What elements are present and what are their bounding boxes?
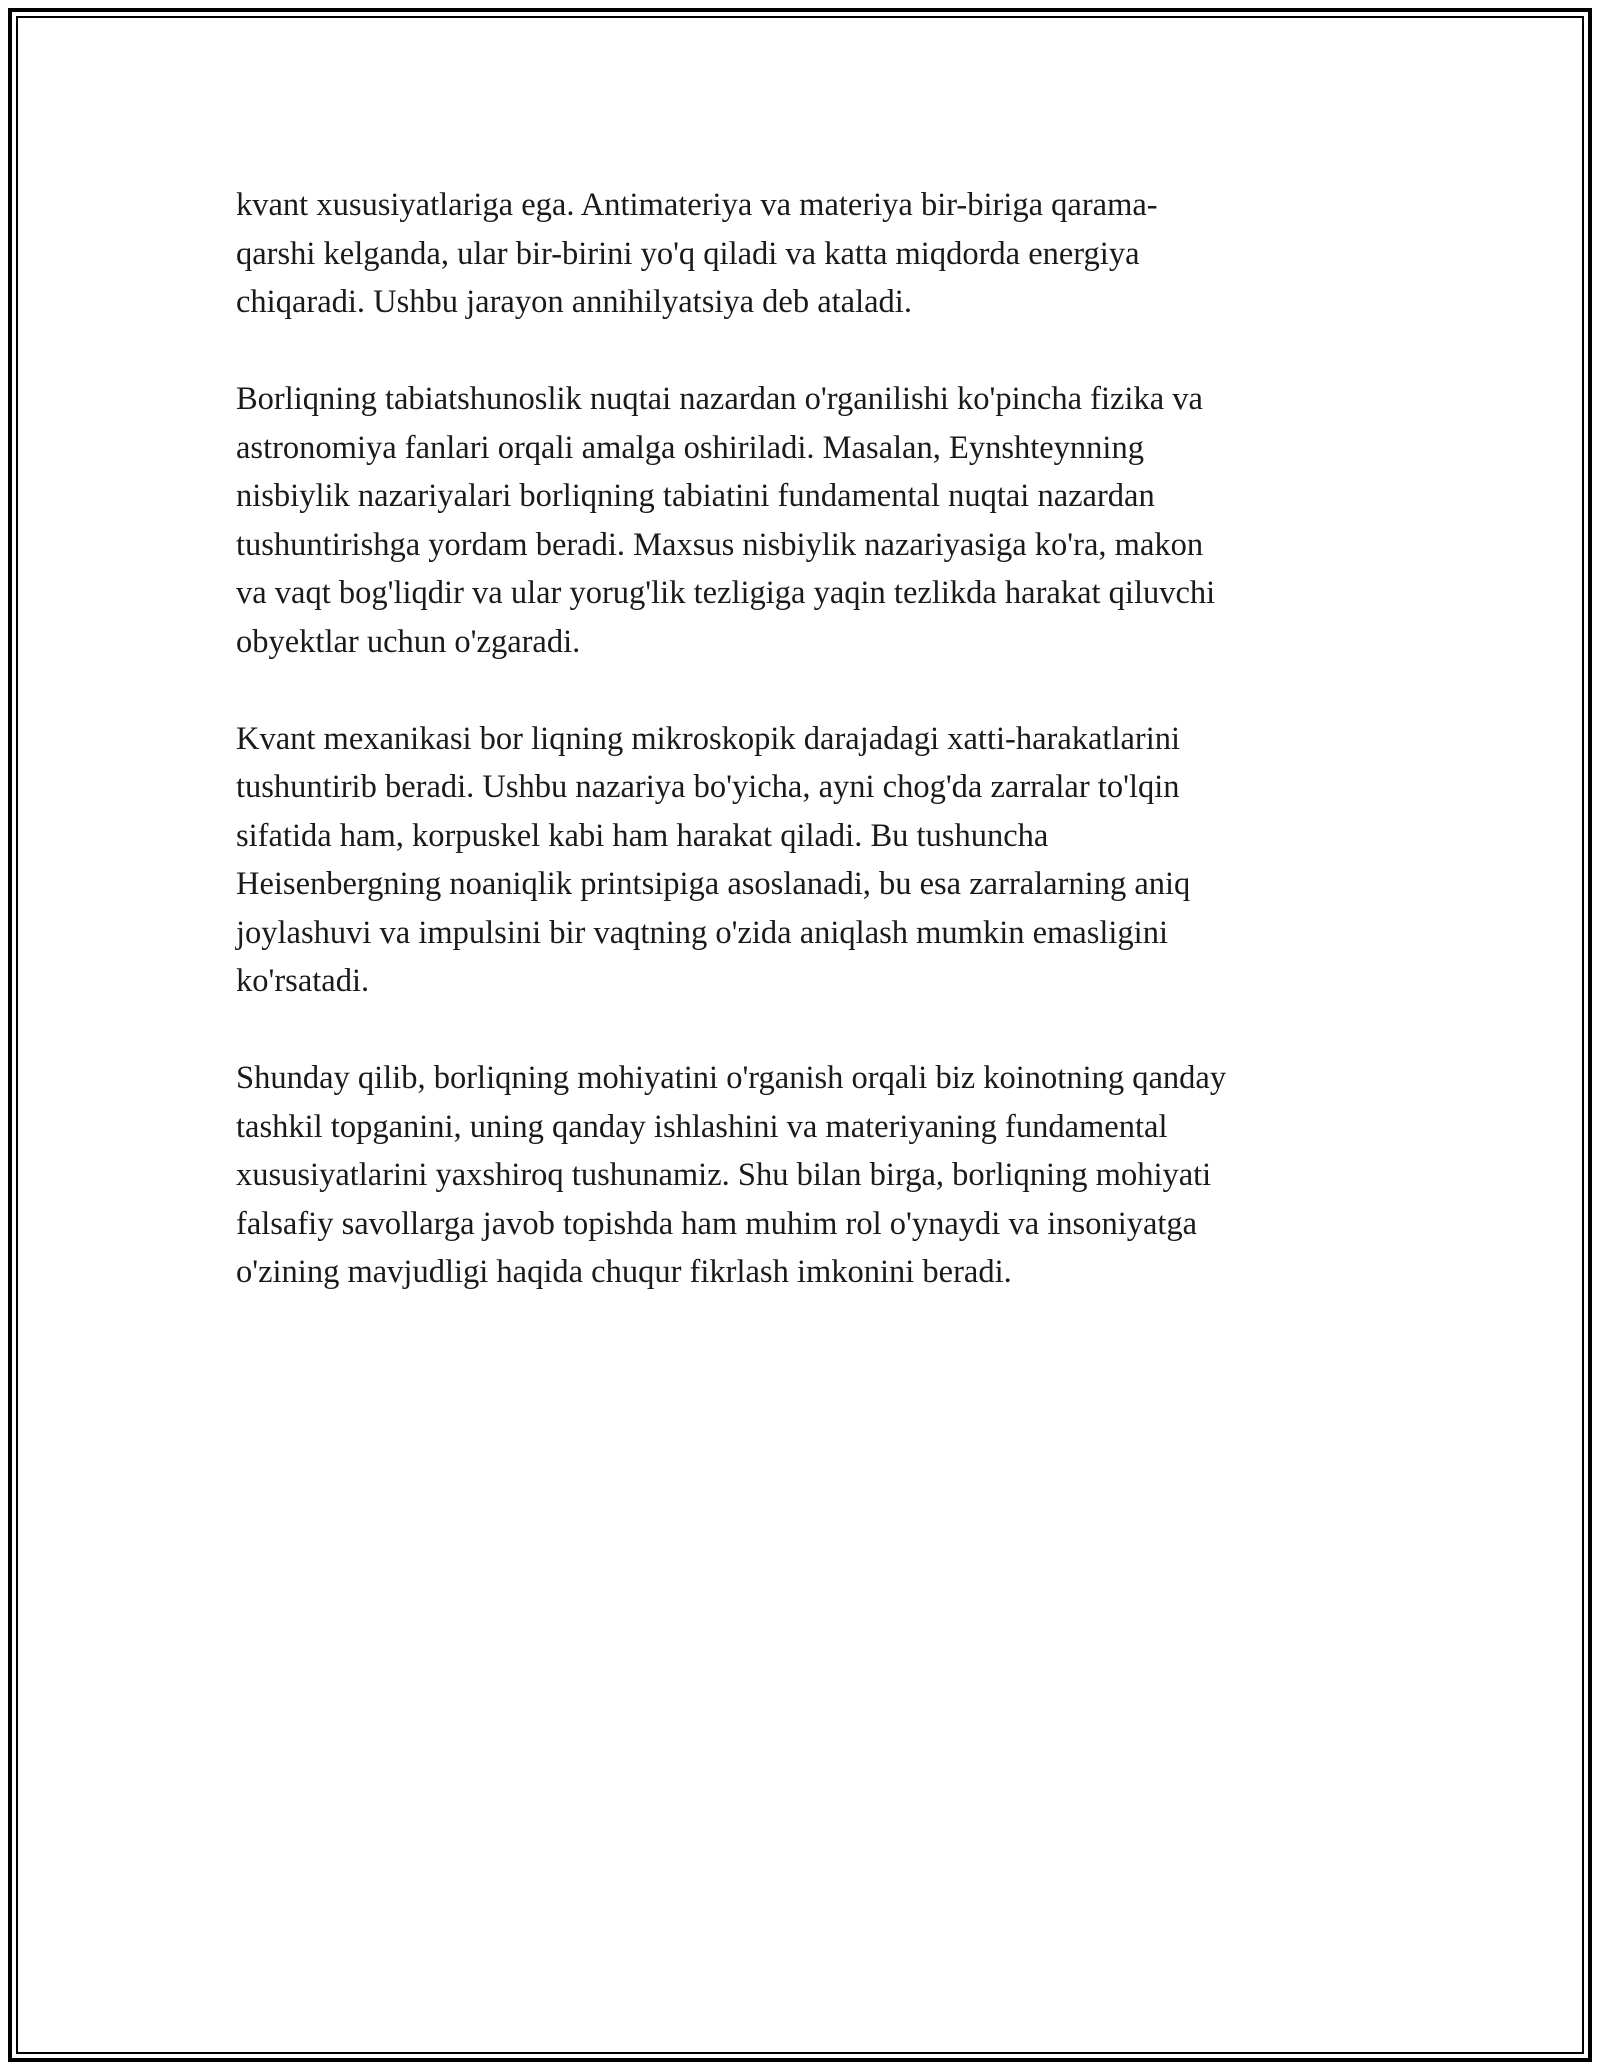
text-line: xususiyatlarini yaxshiroq tushunamiz. Shu bilan birga, borliqning mohiyati [236, 1157, 1212, 1193]
document-body [236, 181, 1386, 1345]
text-line: obyektlar uchun o'zgaradi. [236, 623, 581, 660]
text-line: va vaqt bog'liqdir va ular yorug'lik tezligiga yaqin tezlikda harakat qiluvchi [236, 575, 1216, 611]
paragraph-relativity [236, 375, 1386, 666]
paragraph-quantum-mechanics [236, 715, 1386, 1006]
text-line: falsafiy savollarga javob topishda ham muhim rol o'ynaydi va insoniyatga [236, 1205, 1198, 1242]
text-line: kvant xususiyatlariga ega. Antimateriya va materiya bir-biriga qarama- [236, 187, 1158, 223]
text-line: sifatida ham, korpuskel kabi ham harakat qiladi. Bu tushuncha [236, 817, 1049, 854]
text-line: Heisenbergning noaniqlik printsipiga asoslanadi, bu esa zarralarning aniq [236, 866, 1191, 902]
paragraph-conclusion [236, 1054, 1386, 1297]
text-line: Kvant mexanikasi bor liqning mikroskopik darajadagi xatti-harakatlarini [236, 720, 1181, 757]
text-line: nisbiylik nazariyalari borliqning tabiatini fundamental nuqtai nazardan [236, 478, 1155, 514]
text-line: Shunday qilib, borliqning mohiyatini o'rganish orqali biz koinotning qanday [236, 1060, 1227, 1096]
text-line: o'zining mavjudligi haqida chuqur fikrlash imkonini beradi. [236, 1254, 1012, 1290]
text-line: astronomiya fanlari orqali amalga oshiriladi. Masalan, Eynshteynning [236, 429, 1144, 466]
text-line: tushuntirib beradi. Ushbu nazariya bo'yicha, ayni chog'da zarralar to'lqin [236, 769, 1180, 805]
text-line: Borliqning tabiatshunoslik nuqtai nazardan o'rganilishi ko'pincha fizika va [236, 381, 1203, 417]
text-line: ko'rsatadi. [236, 963, 370, 999]
paragraph-antimatter [236, 181, 1386, 327]
text-line: tashkil topganini, uning qanday ishlashini va materiyaning fundamental [236, 1108, 1168, 1145]
text-line: qarshi kelganda, ular bir-birini yo'q qiladi va katta miqdorda energiya [236, 235, 1140, 272]
text-line: chiqaradi. Ushbu jarayon annihilyatsiya deb ataladi. [236, 284, 912, 320]
text-line: tushuntirishga yordam beradi. Maxsus nisbiylik nazariyasiga ko'ra, makon [236, 526, 1204, 563]
text-line: joylashuvi va impulsini bir vaqtning o'zida aniqlash mumkin emasligini [236, 914, 1168, 951]
